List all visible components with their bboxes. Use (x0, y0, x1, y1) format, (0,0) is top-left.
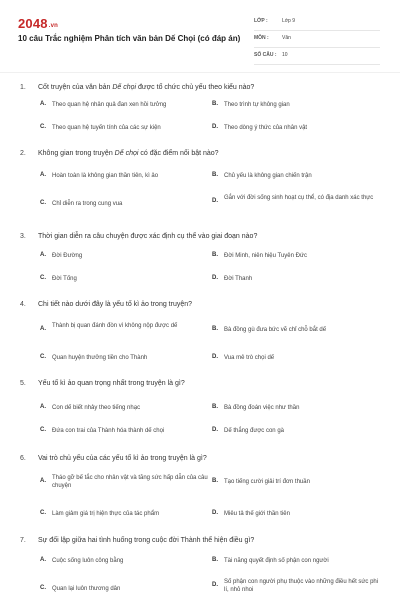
question-text: Vai trò chủ yếu của các yếu tố kì ảo trong truyện là gì? (38, 455, 207, 462)
header-divider (0, 72, 400, 73)
meta-value: Lớp 9 (282, 18, 296, 24)
meta-label: MÔN : (254, 35, 269, 41)
meta-row-subject (254, 31, 380, 48)
option-letter: D. (212, 354, 218, 360)
option-letter: C. (40, 200, 46, 206)
question-text-italic: Dế chọi (112, 84, 137, 91)
option-text: Đời Thanh (224, 276, 253, 282)
meta-value: 10 (282, 52, 288, 58)
question-text: Không gian trong truyện (38, 150, 115, 157)
question-text: Cốt truyện của văn bản (38, 84, 113, 91)
question-title (20, 233, 380, 240)
question-text: có đặc điểm nổi bật nào? (138, 150, 219, 157)
option-letter: D. (212, 124, 218, 130)
question-title (20, 380, 380, 387)
question-number: 2. (20, 150, 26, 157)
question-title (20, 84, 380, 91)
option-text: Theo trình tự không gian (224, 102, 290, 108)
option-text: Tạo tiếng cười giải trí đơn thuần (224, 479, 310, 485)
option-text: Theo quan hệ tuyến tính của các sự kiện (52, 125, 161, 131)
option-letter: C. (40, 427, 46, 433)
question-text: Chi tiết nào dưới đây là yếu tố kì ảo trong truyện? (38, 301, 193, 308)
option-text: Bà đồng đoán việc như thần (224, 405, 300, 411)
question-title (20, 301, 380, 308)
option-text: Theo quan hệ nhân quả đan xen hồi tưởng (52, 102, 167, 108)
option-letter: B. (212, 252, 218, 258)
option-text: Tài năng quyết định số phận con người (224, 558, 329, 564)
option-letter: C. (40, 510, 46, 516)
meta-label: SỐ CÂU : (254, 52, 277, 58)
meta-value: Văn (282, 35, 291, 41)
option-letter: C. (40, 275, 46, 281)
option-letter: A. (40, 172, 46, 178)
option-letter: B. (212, 326, 218, 332)
question-number: 1. (20, 84, 26, 91)
option-text: Quan lại luôn thương dân (52, 586, 121, 592)
option-letter: D. (212, 582, 218, 588)
logo-suffix: .vn (48, 23, 59, 29)
question-title (20, 455, 380, 462)
question-number: 6. (20, 455, 26, 462)
option-letter: A. (40, 404, 46, 410)
question-text: Yếu tố kì ảo quan trọng nhất trong truyện là gì? (38, 380, 185, 387)
site-logo[interactable] (18, 16, 58, 31)
option-text: Theo dòng ý thức của nhân vật (224, 125, 308, 131)
question-number: 7. (20, 537, 26, 544)
option-text: Đời Minh, niên hiệu Tuyên Đức (224, 253, 307, 259)
option-text: Vua mê trò chọi dế (224, 355, 275, 361)
question-title (20, 537, 380, 544)
option-letter: A. (40, 326, 46, 332)
option-text: Đời Tống (52, 276, 77, 282)
option-text: Cuộc sống luôn công bằng (52, 558, 124, 564)
option-letter: B. (212, 172, 218, 178)
question-text: được tổ chức chủ yếu theo kiểu nào? (136, 84, 255, 91)
question-number: 3. (20, 233, 26, 240)
option-text: Làm giảm giá trị hiện thực của tác phẩm (52, 511, 160, 517)
option-text: Chủ yếu là không gian chiến trận (224, 173, 312, 179)
question-text: Thời gian diễn ra câu chuyện được xác định cụ thể vào giai đoạn nào? (38, 233, 258, 240)
question-number: 5. (20, 380, 26, 387)
logo-text: 2048 (18, 16, 48, 31)
option-letter: B. (212, 404, 218, 410)
option-letter: C. (40, 124, 46, 130)
option-text: Dế thắng được con gà (224, 428, 284, 434)
meta-row-class (254, 14, 380, 31)
document-title: 10 câu Trắc nghiệm Phân tích văn bản Dế Chọi (có đáp án) (18, 34, 241, 43)
option-text: Số phận con người phụ thuộc vào những điều hết sức phi lí, nhỏ nhoi (224, 579, 379, 593)
question-title (20, 150, 380, 157)
option-text: Thành bị quan đánh đòn vì không nộp được dế (52, 323, 178, 329)
page-header (0, 0, 400, 72)
option-letter: D. (212, 427, 218, 433)
meta-label: LỚP : (254, 18, 268, 24)
option-text: Con dế biết nhảy theo tiếng nhạc (52, 405, 141, 411)
option-text: Miêu tả thế giới thần tiên (224, 511, 290, 517)
option-letter: B. (212, 478, 218, 484)
option-letter: A. (40, 557, 46, 563)
option-letter: D. (212, 275, 218, 281)
option-text: Hoàn toàn là không gian thần tiên, kì ảo (52, 173, 159, 179)
option-text: Gắn với đời sống sinh hoạt cụ thể, có địa danh xác thực (224, 195, 374, 201)
option-text: Tháo gỡ bế tắc cho nhân vật và tăng sức hấp dẫn của câu chuyện (52, 475, 208, 489)
option-letter: A. (40, 252, 46, 258)
meta-info-box (254, 14, 380, 65)
option-letter: A. (40, 478, 46, 484)
option-letter: D. (212, 510, 218, 516)
option-letter: A. (40, 101, 46, 107)
question-text: Sự đối lập giữa hai tình huống trong cuộc đời Thành thể hiện điều gì? (38, 537, 255, 544)
question-number: 4. (20, 301, 26, 308)
option-text: Quan huyện thưởng tiền cho Thành (52, 355, 148, 361)
option-text: Đời Đường (52, 253, 83, 259)
option-letter: D. (212, 198, 218, 204)
meta-row-count (254, 48, 380, 65)
option-letter: B. (212, 101, 218, 107)
option-letter: C. (40, 354, 46, 360)
option-letter: B. (212, 557, 218, 563)
option-text: Bà đồng gù đưa bức vẽ chỉ chỗ bắt dế (224, 327, 327, 333)
option-text: Đứa con trai của Thành hóa thành dế chọi (52, 428, 165, 434)
option-letter: C. (40, 585, 46, 591)
option-text: Chỉ diễn ra trong cung vua (52, 201, 123, 207)
question-text-italic: Dế chọi (114, 150, 139, 157)
